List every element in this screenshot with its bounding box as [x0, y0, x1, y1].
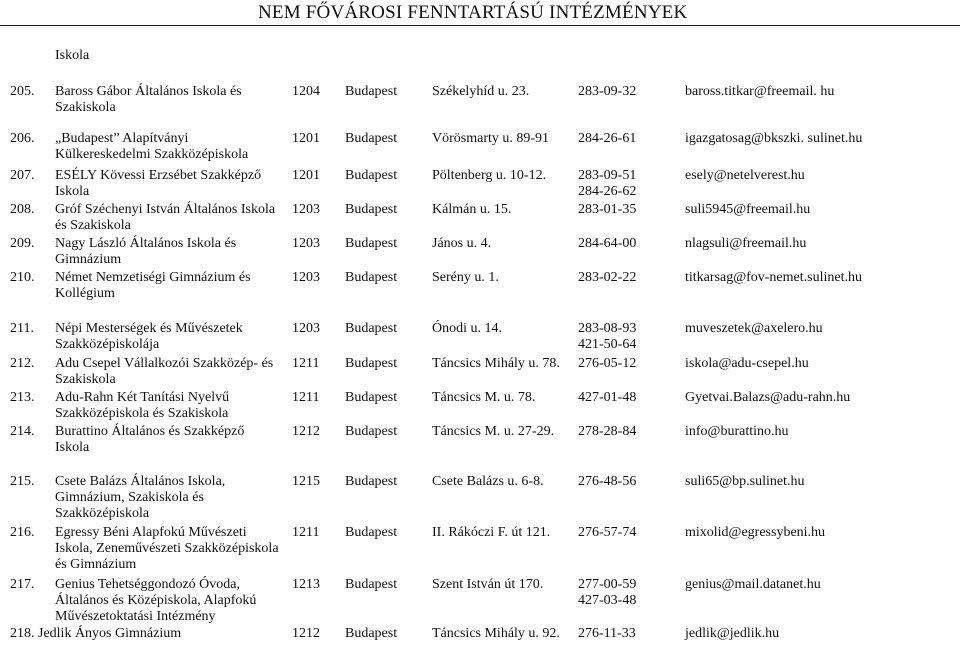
street-address: János u. 4.	[432, 236, 492, 251]
institution-name	[55, 525, 285, 573]
institution-name-line: Iskola, Zeneművészeti Szakközépiskola	[55, 541, 279, 556]
institution-name-line: Szakiskola	[55, 100, 116, 115]
institution-name-line: Kollégium	[55, 286, 115, 301]
institution-name-line: ESÉLY Kövessi Erzsébet Szakképző	[55, 168, 262, 183]
phone-number: 276-05-12	[578, 356, 637, 371]
institution-name-line: és Szakiskola	[55, 218, 131, 233]
street-address: Csete Balázs u. 6-8.	[432, 474, 544, 489]
institution-name-line: Művészetoktatási Intézmény	[55, 609, 216, 624]
city: Budapest	[345, 321, 398, 336]
institution-name	[55, 390, 285, 422]
row-number: 207.	[10, 168, 35, 183]
city: Budapest	[345, 84, 398, 99]
postal-code: 1213	[292, 577, 320, 592]
street-address: Táncsics M. u. 27-29.	[432, 424, 555, 439]
email-address[interactable]: igazgatosag@bkszki. sulinet.hu	[685, 131, 863, 146]
institution-name-line: Gimnázium	[55, 252, 122, 267]
postal-code: 1215	[292, 474, 320, 489]
email-address[interactable]: muveszetek@axelero.hu	[685, 321, 823, 336]
institution-name-line: Általános és Középiskola, Alapfokú	[55, 593, 257, 608]
phone-numbers	[578, 131, 636, 147]
email-address[interactable]: Gyetvai.Balazs@adu-rahn.hu	[685, 390, 851, 405]
postal-code: 1203	[292, 270, 320, 285]
street-address: Serény u. 1.	[432, 270, 499, 285]
institution-name	[55, 236, 285, 268]
institution-name-line: „Budapest” Alapítványi	[55, 131, 189, 146]
city: Budapest	[345, 525, 398, 540]
institution-name-line: Csete Balázs Általános Iskola,	[55, 474, 226, 489]
phone-number: 421-50-64	[578, 337, 637, 352]
phone-number: 276-11-33	[578, 626, 636, 641]
institution-name	[55, 168, 285, 200]
continued-cell-text: Iskola	[55, 48, 90, 63]
row-number: 215.	[10, 474, 35, 489]
city: Budapest	[345, 356, 398, 371]
institution-name-line: Szakiskola	[55, 372, 116, 387]
phone-numbers	[578, 390, 636, 406]
institution-name-line: Baross Gábor Általános Iskola és	[55, 84, 242, 99]
institution-name	[55, 84, 285, 116]
street-address: Pöltenberg u. 10-12.	[432, 168, 547, 183]
institution-name	[55, 270, 285, 302]
row-number: 210.	[10, 270, 35, 285]
city: Budapest	[345, 131, 398, 146]
email-address[interactable]: mixolid@egressybeni.hu	[685, 525, 826, 540]
city: Budapest	[345, 626, 398, 641]
row-number: 211.	[10, 321, 34, 336]
phone-numbers	[578, 236, 636, 252]
row-number: 213.	[10, 390, 35, 405]
institution-name-line: Adu-Rahn Két Tanítási Nyelvű	[55, 390, 230, 405]
institution-name-line: Népi Mesterségek és Művészetek	[55, 321, 243, 336]
institution-name-line: Genius Tehetséggondozó Óvoda,	[55, 577, 241, 592]
institution-name	[55, 321, 285, 353]
institution-name-line: Szakközépiskola és Szakiskola	[55, 406, 229, 421]
institution-name	[55, 356, 285, 388]
postal-code: 1211	[292, 525, 320, 540]
institution-name	[55, 202, 285, 234]
city: Budapest	[345, 577, 398, 592]
row-number: 217.	[10, 577, 35, 592]
phone-number: 284-64-00	[578, 236, 637, 251]
row-number: 206.	[10, 131, 35, 146]
institution-name	[55, 424, 285, 456]
street-address: II. Rákóczi F. út 121.	[432, 525, 551, 540]
email-address[interactable]: titkarsag@fov-nemet.sulinet.hu	[685, 270, 862, 285]
city: Budapest	[345, 270, 398, 285]
institution-name	[55, 577, 285, 625]
phone-number: 278-28-84	[578, 424, 637, 439]
row-number: 208.	[10, 202, 35, 217]
institution-name-line: Német Nemzetiségi Gimnázium és	[55, 270, 251, 285]
phone-numbers	[578, 84, 636, 100]
city: Budapest	[345, 424, 398, 439]
street-address: Szent István út 170.	[432, 577, 544, 592]
email-address[interactable]: info@burattino.hu	[685, 424, 789, 439]
institution-name-line: és Gimnázium	[55, 557, 137, 572]
postal-code: 1211	[292, 390, 320, 405]
phone-numbers	[578, 626, 636, 642]
institution-name	[38, 626, 268, 642]
phone-numbers	[578, 577, 636, 609]
row-number: 205.	[10, 84, 35, 99]
institution-name-line: Iskola	[55, 440, 90, 455]
phone-numbers	[578, 168, 636, 200]
city: Budapest	[345, 236, 398, 251]
email-address[interactable]: iskola@adu-csepel.hu	[685, 356, 809, 371]
city: Budapest	[345, 168, 398, 183]
street-address: Táncsics M. u. 78.	[432, 390, 536, 405]
phone-number: 283-09-51	[578, 168, 637, 183]
email-address[interactable]: nlagsuli@freemail.hu	[685, 236, 807, 251]
email-address[interactable]: jedlik@jedlik.hu	[685, 626, 780, 641]
institution-name-line: Gimnázium, Szakiskola és	[55, 490, 204, 505]
phone-number: 284-26-61	[578, 131, 637, 146]
postal-code: 1203	[292, 236, 320, 251]
city: Budapest	[345, 202, 398, 217]
row-number: 212.	[10, 356, 35, 371]
page-header	[0, 0, 960, 26]
institution-name-line: Iskola	[55, 184, 90, 199]
street-address: Vörösmarty u. 89-91	[432, 131, 550, 146]
phone-number: 284-26-62	[578, 184, 637, 199]
institution-name-line: Adu Csepel Vállalkozói Szakközép- és	[55, 356, 274, 371]
postal-code: 1212	[292, 626, 320, 641]
row-number: 218.	[10, 626, 35, 641]
institution-name-line: Külkereskedelmi Szakközépiskola	[55, 147, 249, 162]
email-address[interactable]: esely@netelverest.hu	[685, 168, 805, 183]
postal-code: 1212	[292, 424, 320, 439]
row-number: 209.	[10, 236, 35, 251]
institution-name	[55, 474, 285, 522]
institution-name-line: Nagy László Általános Iskola és	[55, 236, 237, 251]
phone-number: 277-00-59	[578, 577, 637, 592]
phone-number: 427-01-48	[578, 390, 637, 405]
phone-number: 283-01-35	[578, 202, 637, 217]
institution-name-line: Gróf Széchenyi István Általános Iskola	[55, 202, 276, 217]
phone-number: 283-02-22	[578, 270, 637, 285]
phone-numbers	[578, 270, 636, 286]
institution-name	[55, 131, 285, 163]
phone-number: 283-08-93	[578, 321, 637, 336]
street-address: Székelyhíd u. 23.	[432, 84, 530, 99]
email-address[interactable]: suli65@bp.sulinet.hu	[685, 474, 805, 489]
city: Budapest	[345, 390, 398, 405]
phone-number: 283-09-32	[578, 84, 637, 99]
institution-name-line: Egressy Béni Alapfokú Művészeti	[55, 525, 247, 540]
header-divider	[0, 25, 960, 26]
row-number: 216.	[10, 525, 35, 540]
phone-number: 276-48-56	[578, 474, 637, 489]
row-number: 214.	[10, 424, 35, 439]
postal-code: 1211	[292, 356, 320, 371]
phone-numbers	[578, 356, 636, 372]
institution-name-line: Burattino Általános és Szakképző	[55, 424, 245, 439]
phone-numbers	[578, 321, 636, 353]
phone-numbers	[578, 424, 636, 440]
email-address[interactable]: genius@mail.datanet.hu	[685, 577, 821, 592]
postal-code: 1203	[292, 321, 320, 336]
street-address: Táncsics Mihály u. 78.	[432, 356, 560, 371]
postal-code: 1201	[292, 168, 320, 183]
postal-code: 1203	[292, 202, 320, 217]
email-address[interactable]: suli5945@freemail.hu	[685, 202, 811, 217]
phone-numbers	[578, 474, 636, 490]
phone-number: 276-57-74	[578, 525, 637, 540]
phone-numbers	[578, 202, 636, 218]
street-address: Ónodi u. 14.	[432, 321, 502, 336]
page-title: NEM FŐVÁROSI FENNTARTÁSÚ INTÉZMÉNYEK	[258, 2, 688, 23]
institution-name-line: Szakközépiskolája	[55, 337, 160, 352]
phone-number: 427-03-48	[578, 593, 637, 608]
street-address: Táncsics Mihály u. 92.	[432, 626, 560, 641]
institution-name-line: Szakközépiskola	[55, 506, 150, 521]
email-address[interactable]: baross.titkar@freemail. hu	[685, 84, 835, 99]
phone-numbers	[578, 525, 636, 541]
postal-code: 1204	[292, 84, 320, 99]
postal-code: 1201	[292, 131, 320, 146]
street-address: Kálmán u. 15.	[432, 202, 512, 217]
institution-name-line: Jedlik Ányos Gimnázium	[38, 626, 182, 641]
city: Budapest	[345, 474, 398, 489]
